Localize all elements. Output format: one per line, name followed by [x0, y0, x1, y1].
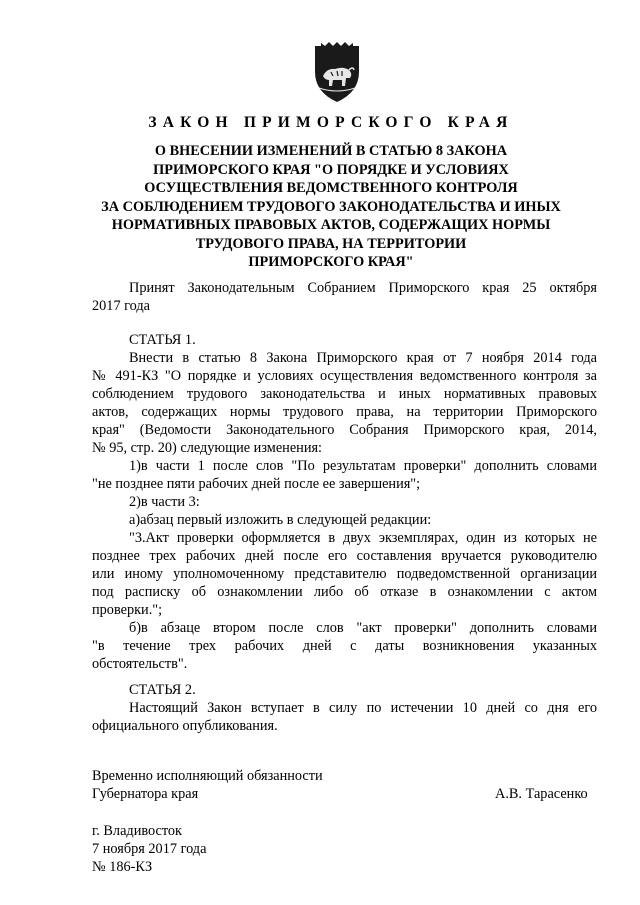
text-line: 1)в части 1 после слов "По результатам проверки" дополнить словами: [129, 458, 597, 474]
subtitle-line: ОСУЩЕСТВЛЕНИЯ ВЕДОМСТВЕННОГО КОНТРОЛЯ: [144, 180, 518, 196]
subtitle-line: ТРУДОВОГО ПРАВА, НА ТЕРРИТОРИИ: [195, 235, 467, 252]
position-line: Временно исполняющий обязанности: [92, 768, 323, 784]
footer-city: г. Владивосток: [92, 823, 182, 839]
signatory-position: [92, 767, 323, 803]
footer-date: 7 ноября 2017 года: [92, 841, 207, 857]
article-2-heading: СТАТЬЯ 2.: [129, 682, 196, 698]
text-line: "в течение трех рабочих дней с даты возникновения указанных: [92, 638, 597, 654]
text-line: официального опубликования.: [92, 718, 278, 734]
article-1-item-1: [92, 457, 597, 493]
text-line: края" (Ведомости Законодательного Собрания Приморского края, 2014,: [92, 422, 597, 438]
text-line: 2)в части 3:: [129, 494, 200, 510]
law-subtitle: [86, 142, 576, 272]
text-line: № 491-КЗ "О порядке и условиях осуществления ведомственного контроля за: [92, 368, 597, 384]
article-2-text: [92, 699, 597, 735]
adoption-line: 2017 года: [92, 298, 151, 314]
text-line: а)абзац первый изложить в следующей редакции:: [129, 512, 432, 528]
text-line: актов, содержащих нормы трудового права, на территории Приморского: [92, 404, 597, 420]
article-1-quote: [92, 529, 597, 619]
article-1-item-2b: [92, 619, 597, 673]
law-footer: [92, 822, 206, 876]
subtitle-line: ЗА СОБЛЮДЕНИЕМ ТРУДОВОГО ЗАКОНОДАТЕЛЬСТВА И ИНЫХ: [101, 198, 561, 215]
text-line: б)в абзаце втором после слов "акт проверки" дополнить словами: [129, 620, 597, 636]
text-line: обстоятельств".: [92, 656, 188, 672]
subtitle-line: О ВНЕСЕНИИ ИЗМЕНЕНИЙ В СТАТЬЮ 8 ЗАКОНА: [154, 143, 508, 159]
position-line: Губернатора края: [92, 786, 199, 802]
text-line: "не позднее пяти рабочих дней после ее завершения";: [92, 476, 421, 492]
footer-number: № 186-КЗ: [92, 859, 153, 875]
adoption-line: Принят Законодательным Собранием Приморского края 25 октября: [129, 280, 597, 296]
subtitle-line: ПРИМОРСКОГО КРАЯ": [248, 254, 414, 270]
subtitle-line: НОРМАТИВНЫХ ПРАВОВЫХ АКТОВ, СОДЕРЖАЩИХ НОРМЫ: [111, 217, 551, 233]
article-1-item-2: [92, 493, 597, 529]
coat-of-arms-icon: [313, 42, 361, 104]
signatory-name: А.В. Тарасенко: [495, 786, 588, 802]
text-line: соблюдением трудового законодательства и иных нормативных правовых: [92, 386, 597, 402]
subtitle-line: ПРИМОРСКОГО КРАЯ "О ПОРЯДКЕ И УСЛОВИЯХ: [153, 161, 509, 178]
text-line: проверки.";: [92, 602, 163, 618]
adoption-paragraph: [92, 279, 597, 315]
text-line: Настоящий Закон вступает в силу по истечении 10 дней со дня его: [129, 700, 597, 716]
text-line: "3.Акт проверки оформляется в двух экземплярах, один из которых не: [129, 530, 597, 546]
text-line: Внести в статью 8 Закона Приморского края от 7 ноября 2014 года: [129, 350, 597, 366]
text-line: под расписку об ознакомлении либо об отказе в ознакомлении с актом: [92, 584, 597, 600]
article-1-intro: [92, 349, 597, 457]
law-title: ЗАКОН ПРИМОРСКОГО КРАЯ: [148, 114, 514, 131]
article-1-heading: СТАТЬЯ 1.: [129, 332, 196, 348]
text-line: № 95, стр. 20) следующие изменения:: [92, 440, 323, 456]
text-line: позднее трех рабочих дней после его составления вручается руководителю: [92, 548, 597, 564]
text-line: или иному уполномоченному представителю подведомственной организации: [92, 566, 597, 582]
